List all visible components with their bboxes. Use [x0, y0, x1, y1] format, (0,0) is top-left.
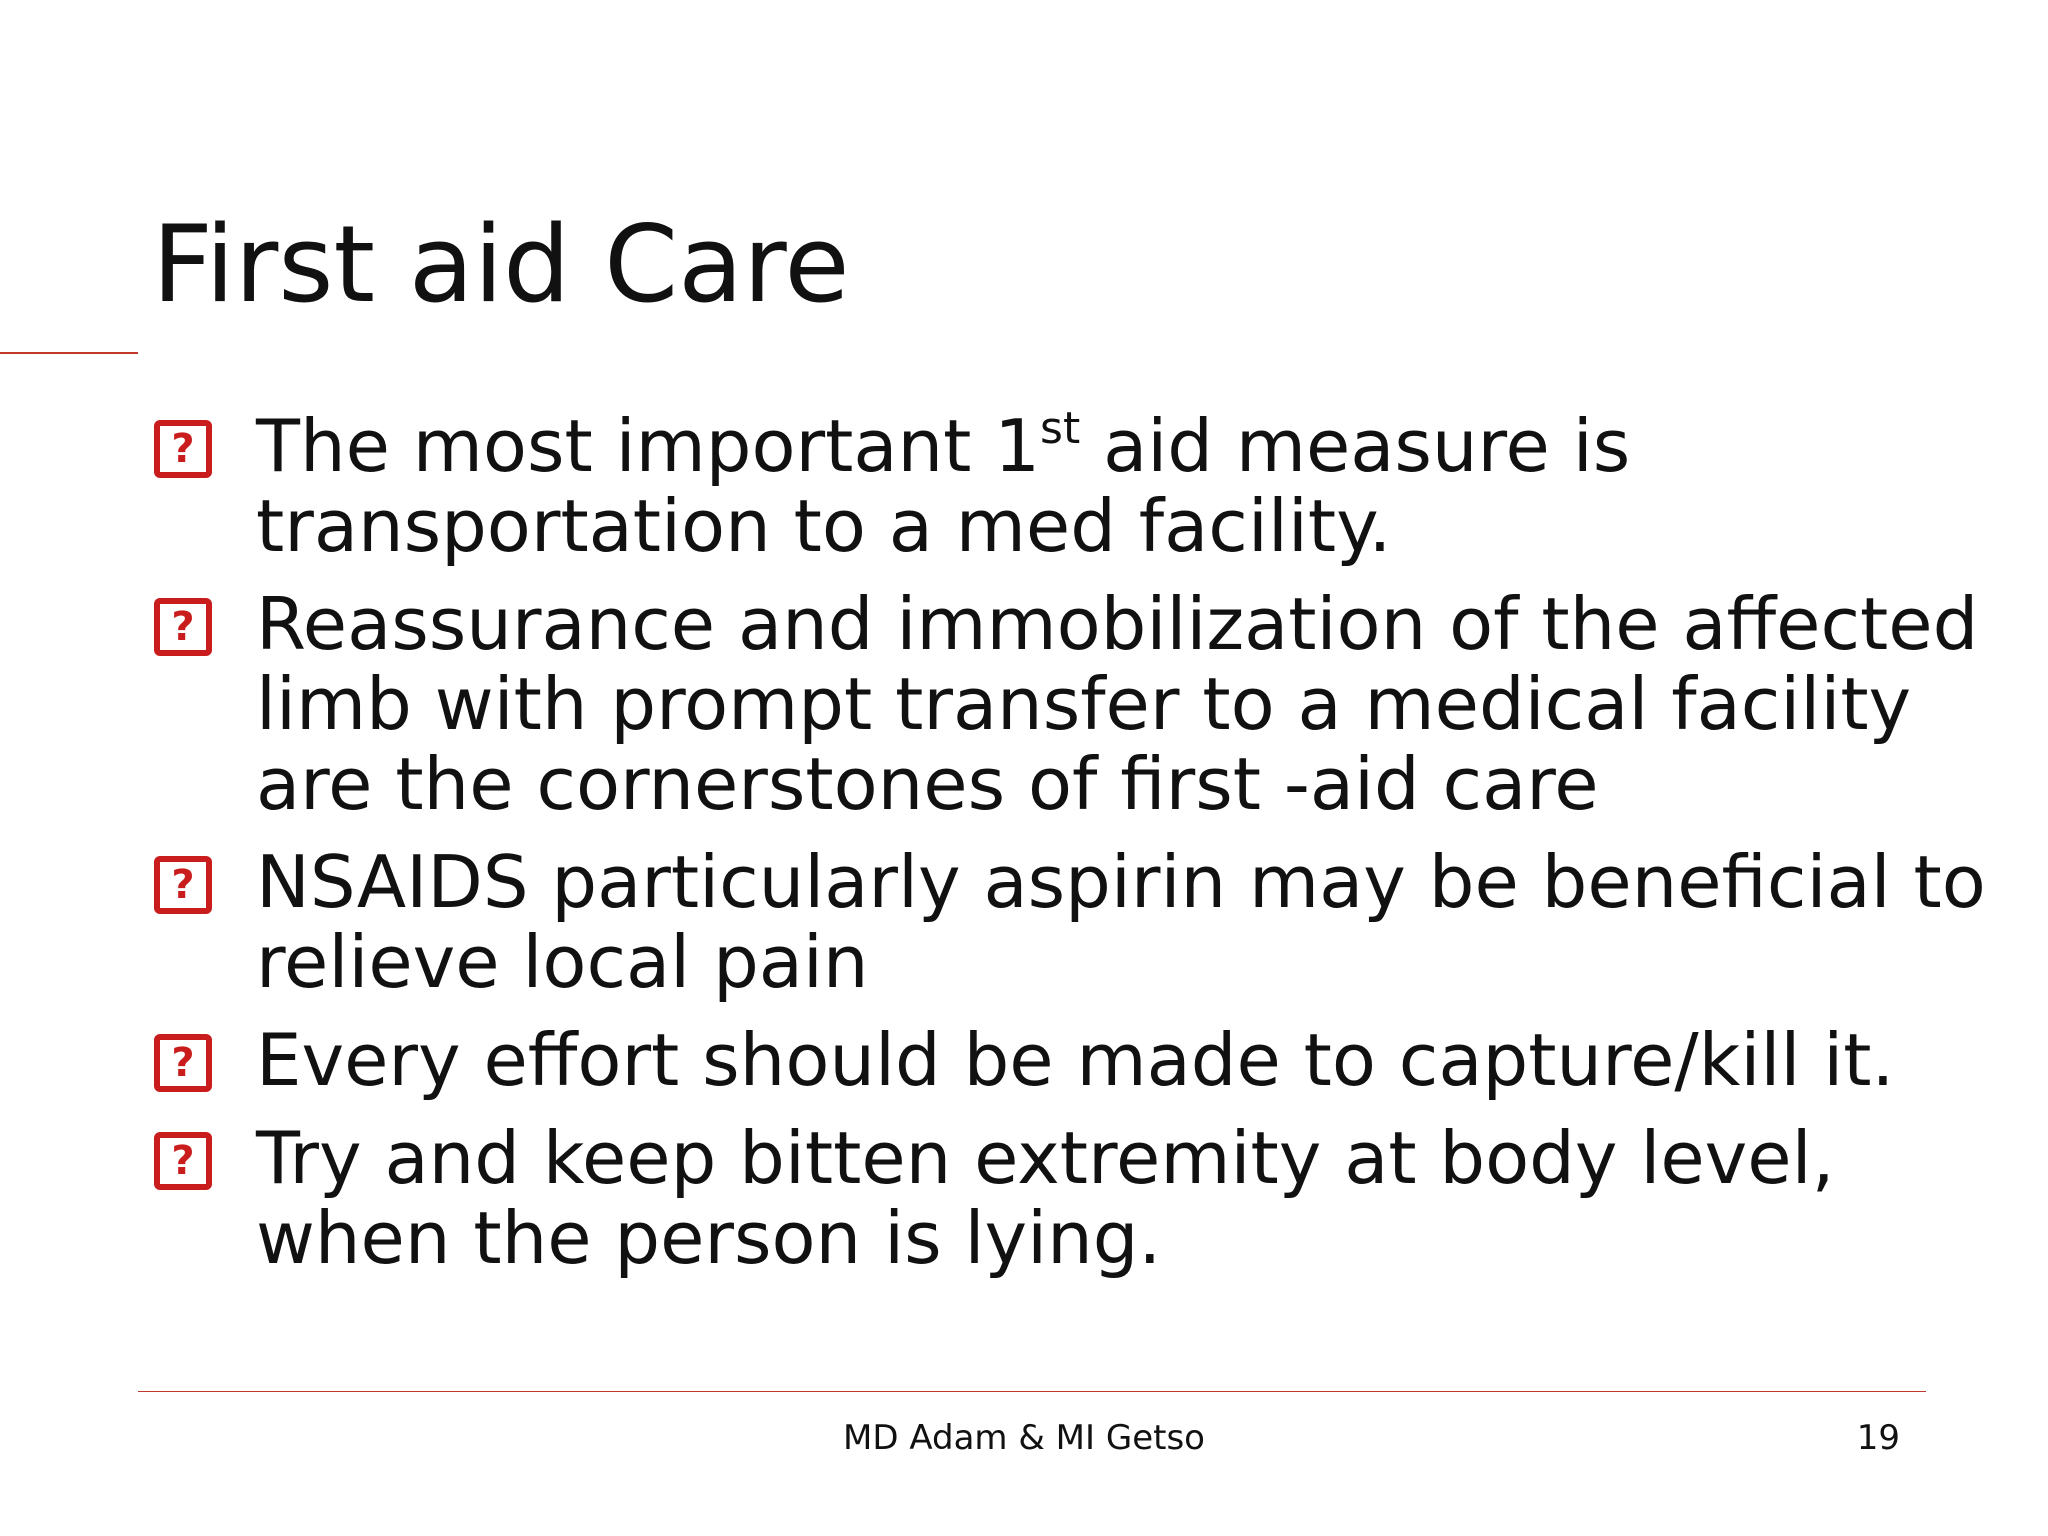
question-box-icon: ? [154, 1034, 212, 1092]
bullet-item-3 [154, 842, 2034, 1002]
title-divider [0, 352, 138, 354]
bullet-item-5 [154, 1118, 2034, 1278]
question-box-icon: ? [154, 420, 212, 478]
bullet-text: Every effort should be made to capture/kill it. [256, 1018, 1895, 1102]
question-box-icon: ? [154, 1132, 212, 1190]
bullet-item-1 [154, 403, 2034, 568]
bullet-item-4 [154, 1020, 2034, 1100]
footer-author: MD Adam & MI Getso [843, 1418, 1205, 1458]
bullet-text: Reassurance and immobilization of the affected limb with prompt transfer to a medical facility are the cornerstones of first -aid care [256, 582, 1979, 826]
slide-number: 19 [1856, 1418, 1900, 1458]
bullet-list [154, 403, 2034, 1296]
slide-title: First aid Care [152, 203, 850, 326]
bullet-text: The most important 1 [256, 404, 1041, 488]
bullet-text: Try and keep bitten extremity at body level, when the person is lying. [256, 1116, 1835, 1280]
question-box-icon: ? [154, 856, 212, 914]
question-box-icon: ? [154, 598, 212, 656]
footer-divider [138, 1391, 1926, 1392]
bullet-text-continued: aid measure is transportation to a med facility. [256, 404, 1631, 568]
ordinal-superscript: st [1040, 403, 1081, 454]
bullet-item-2 [154, 584, 2034, 824]
bullet-text: NSAIDS particularly aspirin may be beneficial to relieve local pain [256, 840, 1986, 1004]
